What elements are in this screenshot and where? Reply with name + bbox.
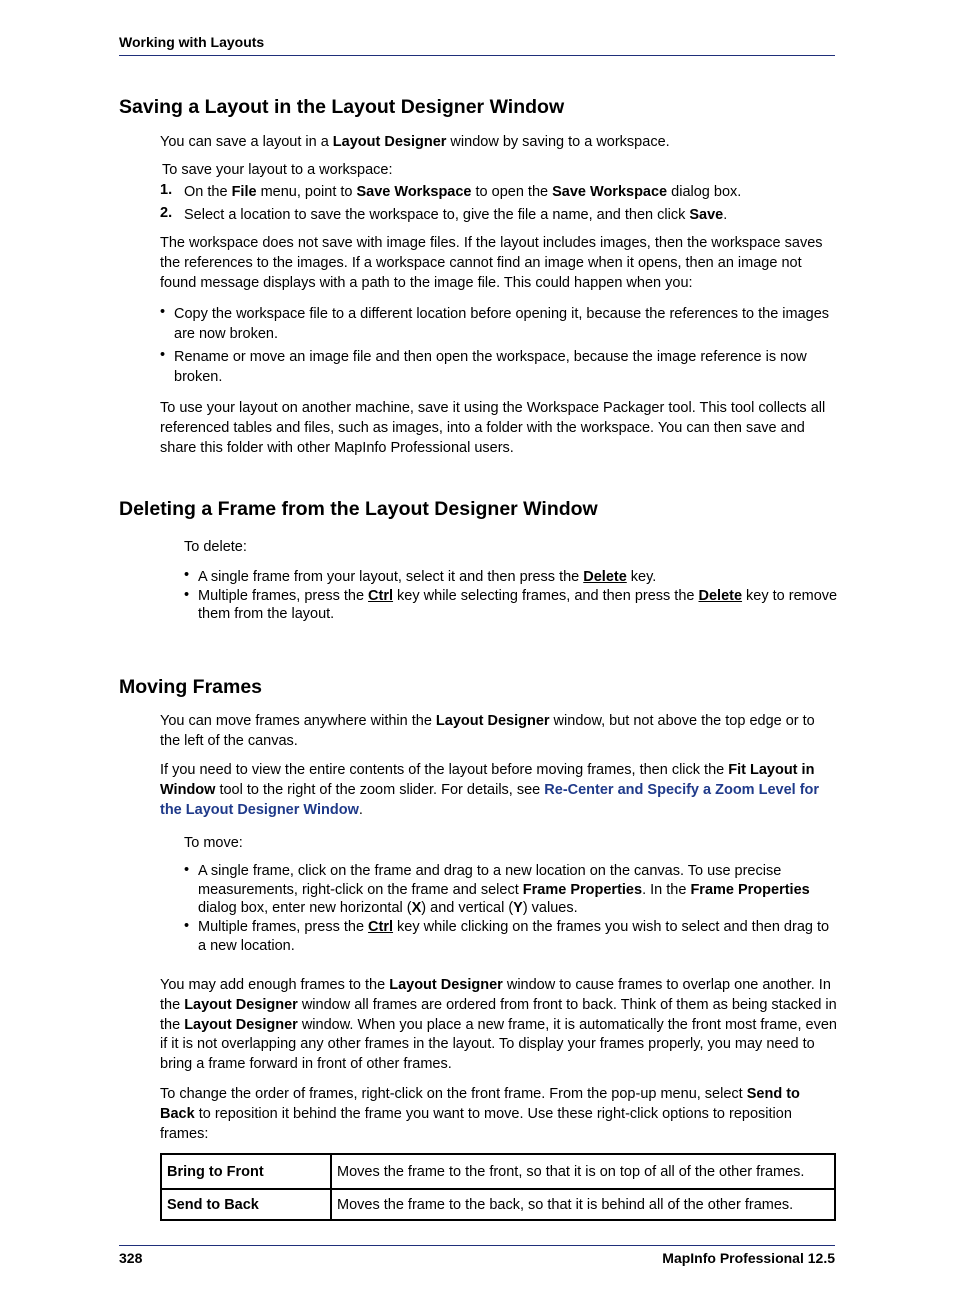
image-bullet-2: Rename or move an image file and then open the workspace, because the image reference is now broken. [174, 349, 807, 385]
option-description: Moves the frame to the back, so that it is behind all of the other frames. [331, 1189, 835, 1220]
move-lead: To move: [184, 835, 243, 851]
section-heading-saving: Saving a Layout in the Layout Designer Window [119, 96, 565, 118]
step-number: 2. [160, 205, 173, 221]
header-rule [119, 55, 835, 56]
option-name: Bring to Front [161, 1154, 331, 1189]
table-row [161, 1154, 835, 1189]
move-bullet-2: Multiple frames, press the Ctrl key while clicking on the frames you wish to select and then drag to a new location. [198, 919, 830, 954]
images-note: The workspace does not save with image files. If the layout includes images, then the workspace saves the references to the images. If a workspace cannot find an image when it opens, then an image not found message displays with a path to the image file. This could happen when you: [160, 235, 823, 291]
packager-paragraph: To use your layout on another machine, save it using the Workspace Packager tool. This tool collects all referenced tables and files, such as images, into a folder with the workspace. You can then save and share this folder with other MapInfo Professional users. [160, 400, 826, 456]
step-2: Select a location to save the workspace to, give the file a name, and then click Save. [184, 207, 728, 223]
page-number: 328 [119, 1250, 143, 1266]
move-bullet-1: A single frame, click on the frame and drag to a new location on the canvas. To use precise measurements, right-click on the frame and select Frame Properties. In the Frame Properties dialog box, enter new horizontal (X) and vertical (Y) values. [198, 863, 810, 916]
saving-lead: To save your layout to a workspace: [162, 162, 393, 178]
delete-lead: To delete: [184, 539, 247, 555]
saving-intro: You can save a layout in a Layout Designer window by saving to a workspace. [160, 134, 670, 150]
product-name: MapInfo Professional 12.5 [662, 1250, 835, 1266]
image-bullet-1: Copy the workspace file to a different location before opening it, because the references to the images are now broken. [174, 306, 830, 342]
section-heading-deleting: Deleting a Frame from the Layout Designer Window [119, 498, 598, 520]
running-header: Working with Layouts [119, 34, 265, 50]
bullet-marker: • [160, 304, 166, 320]
reorder-paragraph: To change the order of frames, right-click on the front frame. From the pop-up menu, select Send to Back to reposition it behind the frame you want to move. Use these right-click options to reposition frames: [160, 1086, 800, 1142]
option-name: Send to Back [161, 1189, 331, 1220]
option-description: Moves the frame to the front, so that it is on top of all of the other frames. [331, 1154, 835, 1189]
zoom-level-link[interactable]: Re-Center and Specify a Zoom Level for the Layout Designer Window [160, 782, 820, 818]
footer-rule [119, 1245, 835, 1246]
section-heading-moving: Moving Frames [119, 676, 263, 698]
step-number: 1. [160, 182, 173, 198]
overlap-paragraph: You may add enough frames to the Layout Designer window to cause frames to overlap one another. In the Layout Designer window all frames are ordered from front to back. Think of them as being stacked in the Layout Designer window. When you place a new frame, it is automatically the front most frame, even if it is not overlapping any other frames in the layout. To display your frames properly, you may need to bring a frame forward in front of other frames. [160, 977, 837, 1073]
frame-order-table [160, 1153, 836, 1221]
delete-bullet-2: Multiple frames, press the Ctrl key while selecting frames, and then press the Delete key to remove them from the layout. [198, 588, 838, 622]
bullet-marker: • [160, 347, 166, 363]
moving-intro: You can move frames anywhere within the Layout Designer window, but not above the top edge or to the left of the canvas. [160, 713, 815, 749]
bullet-marker: • [184, 918, 190, 934]
delete-bullet-1: A single frame from your layout, select it and then press the Delete key. [198, 569, 657, 585]
bullet-marker: • [184, 587, 190, 603]
bullet-marker: • [184, 567, 190, 583]
step-1: On the File menu, point to Save Workspace to open the Save Workspace dialog box. [184, 184, 742, 200]
fit-layout-paragraph: If you need to view the entire contents of the layout before moving frames, then click the Fit Layout in Window tool to the right of the zoom slider. For details, see Re-Center and Specify a Zoom Level for the Layout Designer Window. [160, 762, 820, 818]
bullet-marker: • [184, 862, 190, 878]
table-row [161, 1189, 835, 1220]
